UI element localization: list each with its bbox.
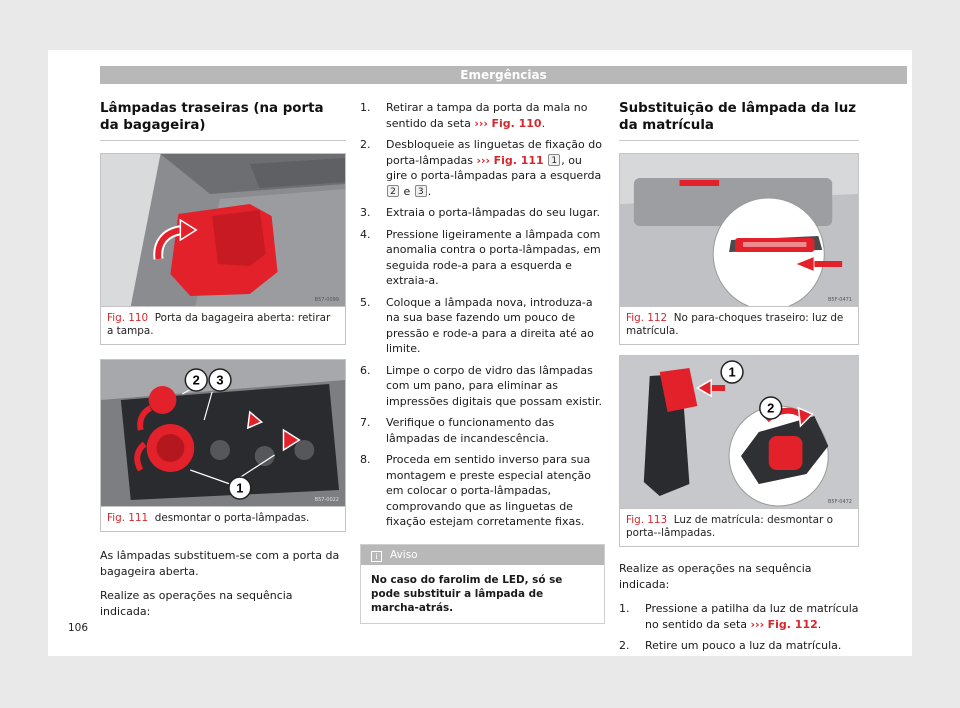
figure-code: B57-0022 (314, 497, 339, 503)
step-7 (360, 415, 605, 446)
figure-112-image (620, 154, 858, 306)
step-text: Retirar a tampa da porta da mala no sentido da seta (386, 101, 588, 130)
step-number: 5. (360, 295, 371, 309)
ref-arrow: ››› (474, 116, 488, 130)
section-header: Emergências (100, 66, 907, 84)
section-title-rear-lamps: Lâmpadas traseiras (na porta da bagageira) (100, 100, 346, 141)
middle-column (360, 100, 605, 624)
step-text: Retire um pouco a luz da matrícula. (645, 639, 842, 652)
step-1 (360, 100, 605, 131)
notice-label: Aviso (390, 548, 418, 561)
plate-step-2 (619, 638, 859, 654)
page-number: 106 (68, 622, 89, 634)
figure-111-image (101, 360, 345, 506)
step-text-end: . (541, 116, 546, 130)
step-text: Extraia o porta-lâmpadas do seu lugar. (386, 206, 600, 219)
step-3 (360, 205, 605, 221)
plate-light-illustration (620, 154, 858, 306)
figure-112-caption (620, 306, 858, 344)
plate-step-1 (619, 601, 859, 632)
notice-box (360, 544, 605, 624)
callout-3: 3 (216, 372, 224, 388)
step-number: 1. (619, 602, 630, 615)
ref-arrow: ››› (750, 617, 765, 631)
figure-code: B5F-0471 (827, 297, 852, 303)
step-text: , ou gire o porta-lâmpadas para a esquerda (386, 153, 602, 182)
callout-badge: 3 (415, 185, 427, 197)
step-text: Pressione a patilha da luz de matrícula no sentido da seta (645, 602, 859, 631)
step-2 (360, 137, 605, 199)
figure-110-label: Fig. 110 (107, 312, 149, 324)
figure-code: B5F-0472 (827, 499, 852, 505)
left-column (100, 100, 346, 620)
step-number: 1. (360, 101, 371, 114)
step-text: Pressione ligeiramente a lâmpada com anomalia contra o porta-lâmpadas, em seguida rode-a para a esquerda e extraia-a. (386, 227, 601, 287)
tailgate-cover-illustration (101, 154, 345, 306)
notice-header (361, 545, 604, 565)
figure-113 (619, 355, 859, 547)
intro-paragraph: As lâmpadas substituem-se com a porta da bagageira aberta. (100, 549, 340, 578)
plate-lamp-steps (619, 601, 859, 654)
figure-link[interactable]: Fig. 112 (767, 617, 818, 631)
callout-badge: 2 (387, 185, 399, 197)
figure-110-text: Porta da bagageira aberta: retirar a tampa. (107, 312, 331, 337)
figure-code: B57-0099 (314, 297, 339, 303)
figure-112-label: Fig. 112 (626, 312, 668, 324)
step-text: Coloque a lâmpada nova, introduza-a na sua base fazendo um pouco de pressão e rode-a para a direita até ao limite. (386, 295, 594, 355)
step-6 (360, 363, 605, 410)
step-number: 2. (360, 138, 371, 151)
figure-113-text: Luz de matrícula: desmontar o porta--lâmpadas. (626, 514, 833, 539)
figure-link[interactable]: Fig. 110 (491, 116, 542, 130)
step-text-end: . (427, 184, 432, 198)
step-text: Proceda em sentido inverso para sua montagem e preste especial atenção em colocar o porta-lâmpadas, comprovando que as linguetas de fixação estejam corretamente fixas. (386, 453, 591, 528)
figure-link[interactable]: Fig. 111 (493, 153, 544, 167)
figure-110-image (101, 154, 345, 306)
step-text: Verifique o funcionamento das lâmpadas de incandescência. (386, 416, 555, 445)
figure-113-image (620, 356, 858, 508)
figure-111-label: Fig. 111 (107, 512, 149, 524)
plate-sequence-paragraph: Realize as operações na sequência indicada: (619, 562, 812, 591)
figure-111-caption (101, 506, 345, 531)
ref-arrow: ››› (476, 153, 491, 167)
step-number: 3. (360, 206, 371, 219)
figure-111 (100, 359, 346, 532)
step-number: 8. (360, 453, 371, 466)
info-icon: i (371, 551, 382, 562)
rear-lamp-steps (360, 100, 605, 530)
figure-111-text: desmontar o porta-lâmpadas. (154, 512, 310, 524)
notice-text: No caso do farolim de LED, só se pode substituir a lâmpada de marcha-atrás. (371, 573, 563, 614)
plate-lamp-holder-illustration (620, 356, 858, 508)
callout-2: 2 (767, 400, 775, 416)
callout-badge: 1 (548, 154, 560, 166)
figure-112 (619, 153, 859, 345)
step-number: 4. (360, 227, 371, 241)
step-number: 7. (360, 416, 371, 429)
callout-1: 1 (728, 364, 736, 380)
lamp-holder-illustration (101, 360, 345, 506)
step-8 (360, 452, 605, 530)
figure-110-caption (101, 306, 345, 344)
sequence-paragraph: Realize as operações na sequência indicada: (100, 589, 293, 618)
manual-page (48, 50, 912, 656)
step-number: 2. (619, 639, 630, 652)
callout-1: 1 (236, 480, 244, 496)
section-title-plate-lamp: Substituição de lâmpada da luz da matrícula (619, 100, 859, 141)
figure-113-label: Fig. 113 (626, 514, 668, 526)
step-number: 6. (360, 363, 371, 377)
right-column (619, 100, 859, 660)
figure-112-text: No para-choques traseiro: luz de matrícula. (626, 312, 844, 337)
step-4 (360, 227, 605, 289)
step-text-end: . (817, 617, 822, 631)
figure-110 (100, 153, 346, 345)
step-text: e (403, 184, 411, 198)
step-text: Limpe o corpo de vidro das lâmpadas com um pano, para eliminar as impressões digitais que possam existir. (386, 363, 602, 408)
step-5 (360, 295, 605, 357)
step-text: Desbloqueie as linguetas de fixação do porta-lâmpadas (386, 138, 602, 167)
callout-2: 2 (192, 372, 200, 388)
figure-113-caption (620, 508, 858, 546)
